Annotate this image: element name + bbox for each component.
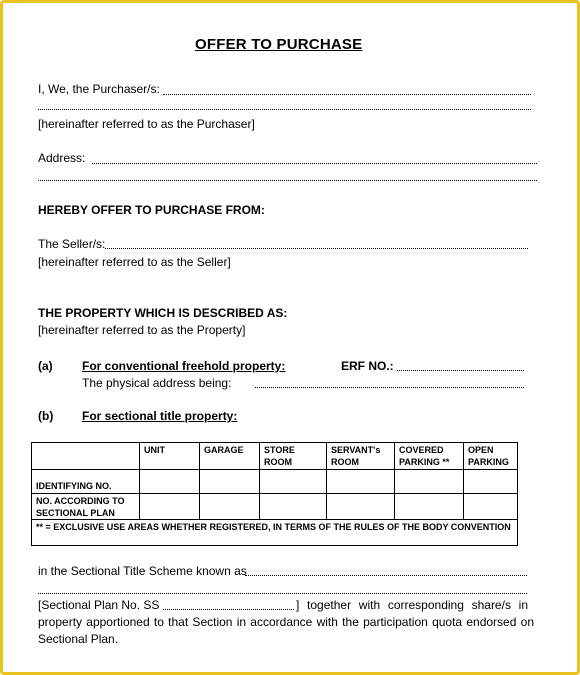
table-footnote: ** = EXCLUSIVE USE AREAS WHETHER REGISTERED, IN TERMS OF THE RULES OF THE BODY CONVENTION [32, 520, 518, 546]
purchaser-label: I, We, the Purchaser/s: [38, 82, 160, 96]
cell-identifying-unit[interactable] [140, 470, 200, 494]
plan-prefix: [Sectional Plan No. SS [38, 598, 160, 612]
physical-address-line[interactable] [255, 387, 524, 388]
purchaser-name-line-2[interactable] [38, 109, 531, 110]
cell-identifying-open-parking[interactable] [464, 470, 518, 494]
address-label: Address: [38, 151, 86, 165]
cell-identifying-servants-room[interactable] [327, 470, 395, 494]
row-label-sectional-plan-no: NO. ACCORDING TO SECTIONAL PLAN [32, 494, 140, 520]
document-title: OFFER TO PURCHASE [195, 36, 363, 53]
cell-identifying-store-room[interactable] [260, 470, 327, 494]
physical-address-label: The physical address being: [82, 376, 232, 390]
address-line-2[interactable] [38, 180, 537, 181]
address-line[interactable] [92, 163, 537, 164]
seller-note: [hereinafter referred to as the Seller] [38, 255, 231, 269]
cell-identifying-covered-parking[interactable] [395, 470, 464, 494]
freehold-marker: (a) [38, 359, 53, 373]
property-heading: THE PROPERTY WHICH IS DESCRIBED AS: [38, 306, 288, 320]
purchaser-name-line[interactable] [163, 94, 531, 95]
seller-name-line[interactable] [105, 248, 528, 249]
offer-heading: HEREBY OFFER TO PURCHASE FROM: [38, 203, 265, 217]
table-footnote-row [32, 520, 518, 546]
sectional-heading: For sectional title property: [82, 409, 238, 423]
table-row [32, 470, 518, 494]
row-label-identifying-no: IDENTIFYING NO. [32, 470, 140, 494]
cell-plan-store-room[interactable] [260, 494, 327, 520]
cell-plan-open-parking[interactable] [464, 494, 518, 520]
column-header-open-parking: OPEN PARKING [464, 443, 518, 470]
table-header-row [32, 443, 518, 470]
plan-suffix: ] together with corresponding share/s in [296, 598, 528, 612]
cell-plan-servants-room[interactable] [327, 494, 395, 520]
cell-identifying-garage[interactable] [200, 470, 260, 494]
cell-plan-covered-parking[interactable] [395, 494, 464, 520]
column-header-servants-room: SERVANT's ROOM [327, 443, 395, 470]
freehold-heading: For conventional freehold property: [82, 359, 286, 373]
column-header-garage: GARAGE [200, 443, 260, 470]
purchaser-note: [hereinafter referred to as the Purchaser] [38, 117, 255, 131]
sectional-marker: (b) [38, 409, 54, 423]
sectional-title-table [31, 442, 518, 546]
cell-plan-garage[interactable] [200, 494, 260, 520]
seller-label: The Seller/s: [38, 237, 106, 251]
cell-plan-unit[interactable] [140, 494, 200, 520]
scheme-name-line[interactable] [245, 575, 527, 576]
table-row [32, 494, 518, 520]
scheme-label: in the Sectional Title Scheme known as [38, 564, 247, 578]
column-header-covered-parking: COVERED PARKING ** [395, 443, 464, 470]
scheme-name-line-2[interactable] [38, 593, 527, 594]
column-header-unit: UNIT [140, 443, 200, 470]
erf-number-line[interactable] [397, 370, 524, 371]
sectional-plan-number-line[interactable] [163, 609, 294, 610]
erf-label: ERF NO.: [341, 359, 394, 373]
table-corner-cell [32, 443, 140, 470]
plan-paragraph: property apportioned to that Section in accordance with the participation quota endorsed on Sectional Plan. [38, 615, 534, 646]
property-note: [hereinafter referred to as the Property] [38, 323, 246, 337]
column-header-store-room: STORE ROOM [260, 443, 327, 470]
